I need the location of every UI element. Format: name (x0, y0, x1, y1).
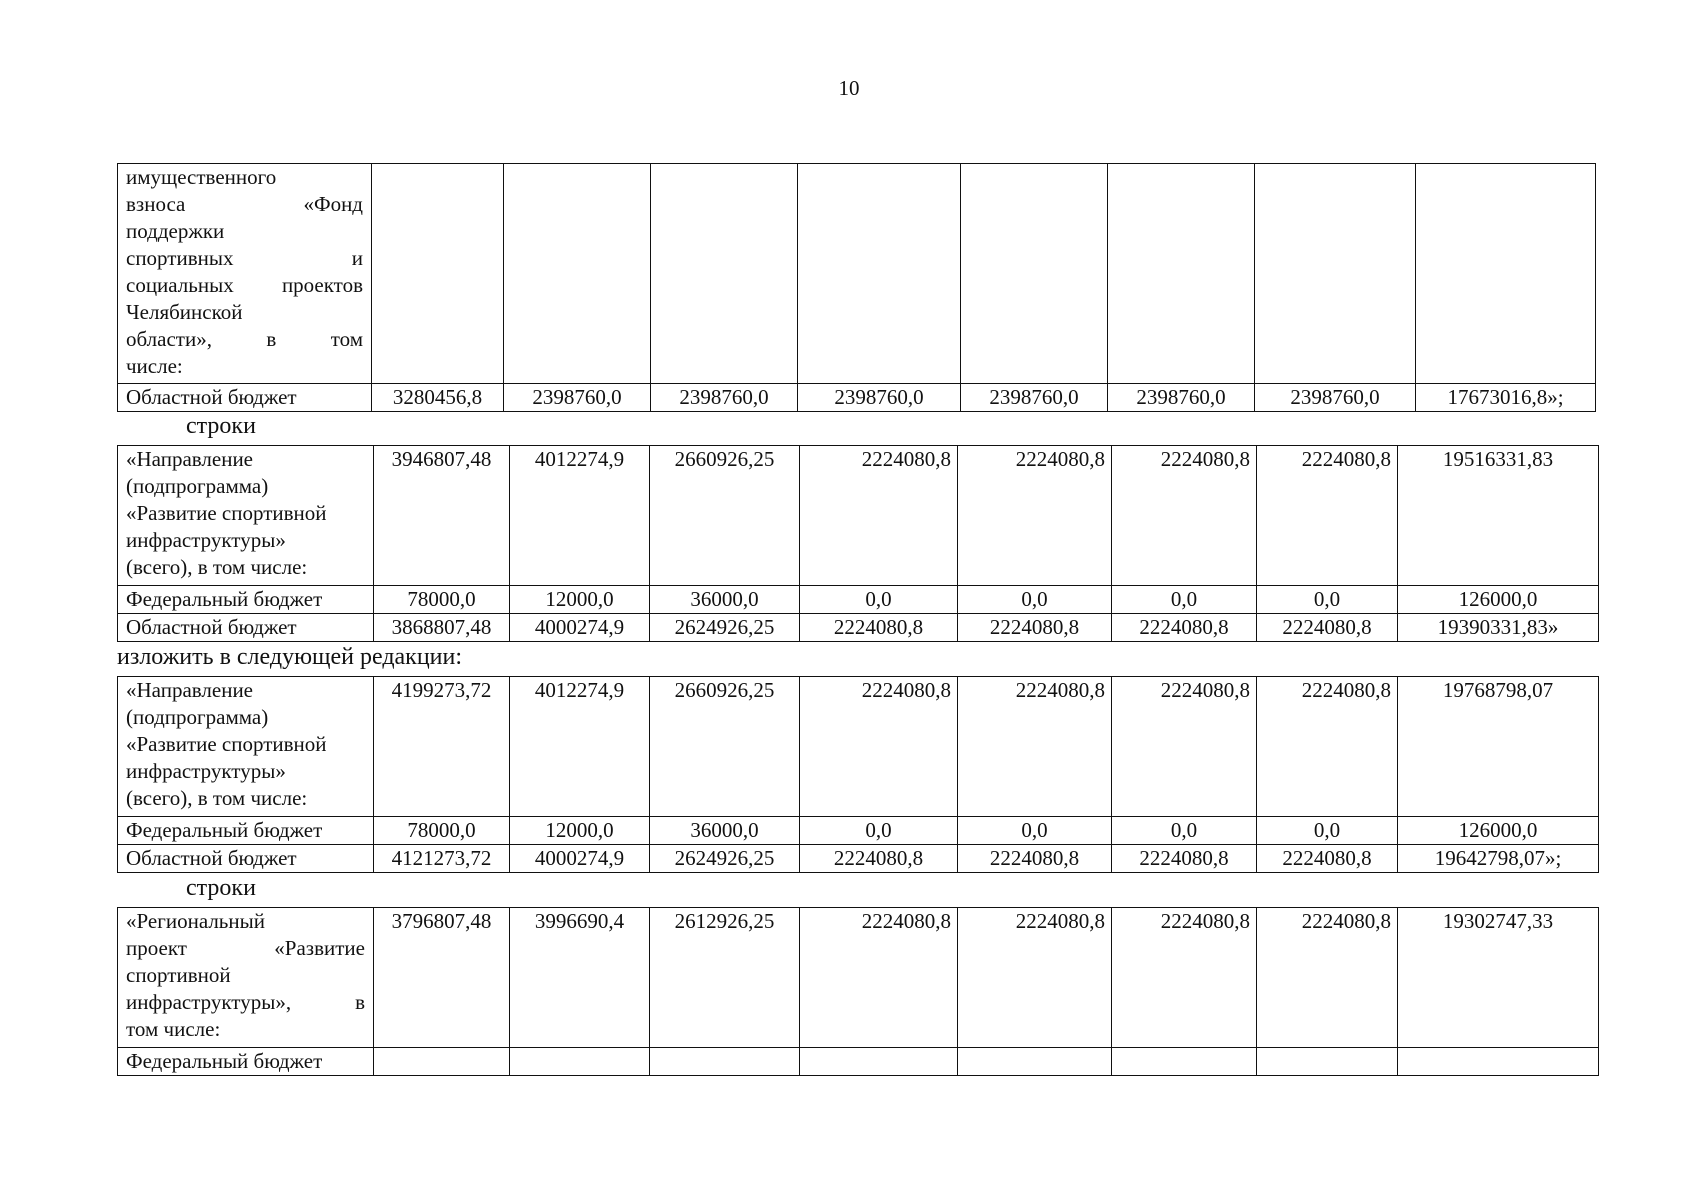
value-cell: 2398760,0 (1108, 384, 1255, 412)
row-label: «Направление (подпрограмма) «Развитие спортивной инфраструктуры» (всего), в том числе: (118, 677, 374, 817)
table-regional-project (117, 907, 1599, 1076)
value-cell: 2612926,25 (650, 908, 800, 1048)
value-cell: 2398760,0 (651, 384, 798, 412)
value-cell: 4012274,9 (510, 446, 650, 586)
table-fund-contribution (117, 163, 1596, 412)
value-cell (650, 1048, 800, 1076)
value-cell: 0,0 (958, 586, 1112, 614)
table-infrastructure-old (117, 445, 1599, 642)
value-cell: 2224080,8 (800, 614, 958, 642)
table-row (118, 677, 1599, 817)
value-cell (510, 1048, 650, 1076)
value-cell: 19768798,07 (1398, 677, 1599, 817)
value-cell: 3796807,48 (374, 908, 510, 1048)
value-cell: 0,0 (1112, 586, 1257, 614)
row-label: Федеральный бюджет (118, 1048, 374, 1076)
value-cell: 19302747,33 (1398, 908, 1599, 1048)
value-cell: 17673016,8»; (1416, 384, 1596, 412)
value-cell: 2224080,8 (1112, 446, 1257, 586)
value-cell: 19390331,83» (1398, 614, 1599, 642)
value-cell: 36000,0 (650, 817, 800, 845)
value-cell: 2624926,25 (650, 614, 800, 642)
value-cell: 2224080,8 (1112, 677, 1257, 817)
value-cell: 2224080,8 (1257, 614, 1398, 642)
caption-lines: строки (186, 875, 256, 901)
value-cell: 2224080,8 (958, 614, 1112, 642)
value-cell (1112, 1048, 1257, 1076)
value-cell: 78000,0 (374, 817, 510, 845)
value-cell: 3868807,48 (374, 614, 510, 642)
value-cell: 12000,0 (510, 586, 650, 614)
row-label: Областной бюджет (118, 614, 374, 642)
row-label: «Направление (подпрограмма) «Развитие спортивной инфраструктуры» (всего), в том числе: (118, 446, 374, 586)
value-cell: 2224080,8 (1112, 614, 1257, 642)
value-cell (1398, 1048, 1599, 1076)
table-row (118, 384, 1596, 412)
value-cell: 3280456,8 (372, 384, 504, 412)
value-cell: 0,0 (1112, 817, 1257, 845)
caption-lines: строки (186, 413, 256, 439)
row-label: Федеральный бюджет (118, 586, 374, 614)
table-row (118, 586, 1599, 614)
value-cell (1416, 164, 1596, 384)
row-label: Федеральный бюджет (118, 817, 374, 845)
value-cell (958, 1048, 1112, 1076)
value-cell: 4199273,72 (374, 677, 510, 817)
value-cell (1255, 164, 1416, 384)
value-cell: 2224080,8 (800, 845, 958, 873)
table-row (118, 908, 1599, 1048)
value-cell: 2624926,25 (650, 845, 800, 873)
value-cell: 2224080,8 (1112, 845, 1257, 873)
value-cell: 2224080,8 (1257, 677, 1398, 817)
value-cell: 0,0 (1257, 586, 1398, 614)
value-cell: 3946807,48 (374, 446, 510, 586)
value-cell (800, 1048, 958, 1076)
value-cell (504, 164, 651, 384)
value-cell: 78000,0 (374, 586, 510, 614)
table-row (118, 614, 1599, 642)
row-label: «Региональный проект «Развитие спортивной инфраструктуры», в том числе: (118, 908, 374, 1048)
value-cell: 2398760,0 (1255, 384, 1416, 412)
value-cell: 2660926,25 (650, 677, 800, 817)
value-cell: 2398760,0 (504, 384, 651, 412)
value-cell: 2224080,8 (958, 677, 1112, 817)
value-cell (798, 164, 961, 384)
value-cell: 126000,0 (1398, 586, 1599, 614)
value-cell: 4000274,9 (510, 614, 650, 642)
value-cell: 2224080,8 (1257, 908, 1398, 1048)
value-cell: 2660926,25 (650, 446, 800, 586)
value-cell: 2224080,8 (800, 677, 958, 817)
row-label: Областной бюджет (118, 384, 372, 412)
table-row (118, 817, 1599, 845)
value-cell: 0,0 (1257, 817, 1398, 845)
value-cell: 2224080,8 (958, 446, 1112, 586)
value-cell (651, 164, 798, 384)
value-cell: 2398760,0 (798, 384, 961, 412)
value-cell: 3996690,4 (510, 908, 650, 1048)
caption-new-wording: изложить в следующей редакции: (117, 644, 463, 670)
row-label: Областной бюджет (118, 845, 374, 873)
value-cell (1257, 1048, 1398, 1076)
value-cell (374, 1048, 510, 1076)
value-cell: 2398760,0 (961, 384, 1108, 412)
value-cell (961, 164, 1108, 384)
value-cell: 12000,0 (510, 817, 650, 845)
value-cell: 2224080,8 (958, 845, 1112, 873)
value-cell: 4000274,9 (510, 845, 650, 873)
value-cell: 2224080,8 (800, 446, 958, 586)
value-cell: 2224080,8 (800, 908, 958, 1048)
value-cell: 4121273,72 (374, 845, 510, 873)
page-number: 10 (838, 76, 860, 100)
table-infrastructure-new (117, 676, 1599, 873)
table-row (118, 446, 1599, 586)
value-cell: 2224080,8 (1257, 446, 1398, 586)
value-cell: 2224080,8 (1112, 908, 1257, 1048)
value-cell: 0,0 (958, 817, 1112, 845)
value-cell: 4012274,9 (510, 677, 650, 817)
value-cell: 2224080,8 (958, 908, 1112, 1048)
table-row (118, 1048, 1599, 1076)
value-cell: 126000,0 (1398, 817, 1599, 845)
table-row (118, 845, 1599, 873)
value-cell (372, 164, 504, 384)
table-row (118, 164, 1596, 384)
value-cell: 0,0 (800, 586, 958, 614)
value-cell: 19642798,07»; (1398, 845, 1599, 873)
value-cell: 2224080,8 (1257, 845, 1398, 873)
row-label: имущественного взноса «Фонд поддержки спортивных и социальных проектов Челябинской области», в том числе: (118, 164, 372, 384)
value-cell: 0,0 (800, 817, 958, 845)
value-cell: 36000,0 (650, 586, 800, 614)
value-cell (1108, 164, 1255, 384)
value-cell: 19516331,83 (1398, 446, 1599, 586)
